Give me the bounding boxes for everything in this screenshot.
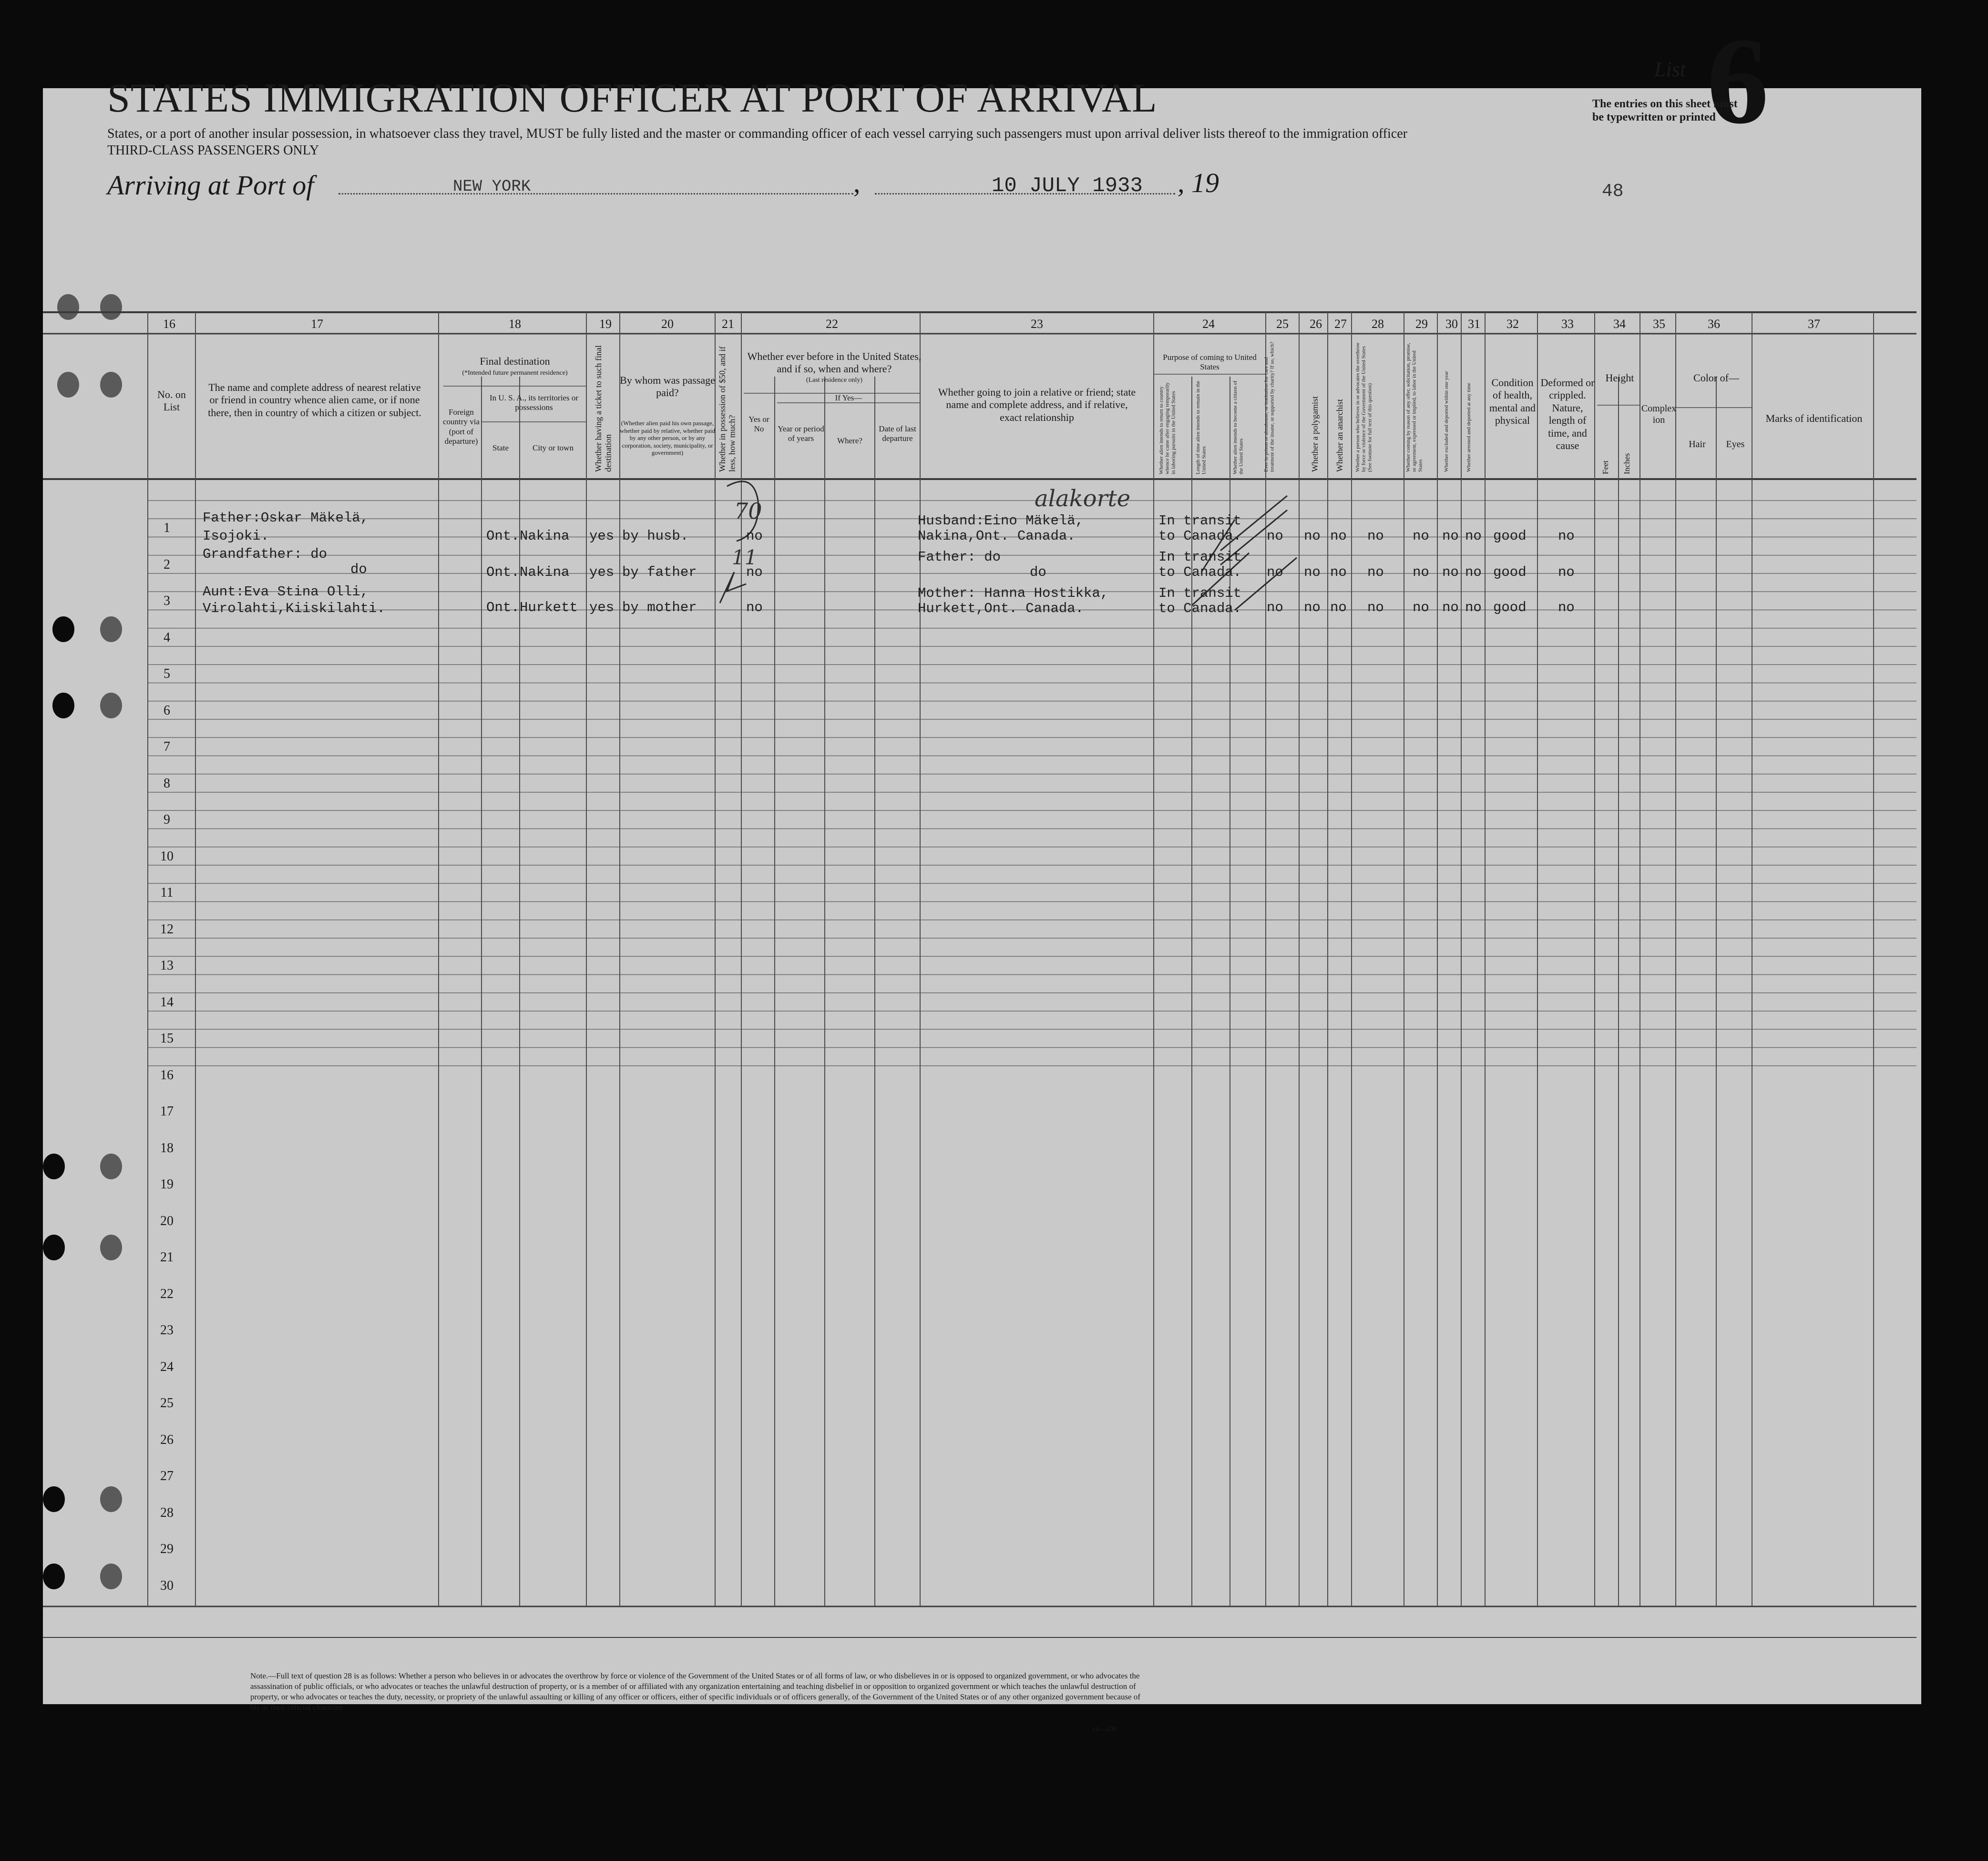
column-number: 28 — [1372, 317, 1384, 331]
entry-3-c26: no — [1304, 600, 1321, 615]
entry-1-state: Ont. — [486, 528, 520, 544]
entry-2-c28: no — [1367, 564, 1384, 580]
entry-2-join-address: do — [1030, 564, 1046, 580]
entry-2-purpose-dest: to Canada. — [1158, 564, 1242, 580]
entry-2-c26: no — [1304, 564, 1321, 580]
form-subtitle: States, or a port of another insular possession, in whatsoever class they travel, MUST be fully listed and the master or commanding officer of each vessel carrying such passengers must upon arrival deliver lists thereof to the immigration officer — [107, 126, 1407, 141]
page-number: 48 — [1602, 181, 1624, 202]
entry-1-purpose-dest: to Canada. — [1158, 528, 1242, 544]
entry-3-been-before: no — [746, 600, 763, 615]
header-feet: Feet — [1601, 460, 1610, 474]
entry-1-join-address: Nakina,Ont. Canada. — [918, 528, 1076, 544]
header-in-usa: In U. S. A., its territories or possessions — [489, 393, 579, 412]
list-label: List — [1654, 58, 1686, 81]
row-number: 18 — [160, 1140, 174, 1155]
header-where: Where? — [837, 436, 862, 445]
header-health: Condition of health, mental and physical — [1489, 377, 1536, 427]
row-number: 29 — [160, 1542, 174, 1556]
header-purpose-length: Length of time alien intends to remain in the United States — [1195, 380, 1207, 474]
entry-1-join: Husband:Eino Mäkelä, — [918, 513, 1084, 529]
header-polygamist: Whether a polygamist — [1310, 396, 1320, 472]
column-number: 17 — [311, 317, 323, 331]
entry-1-c31: no — [1465, 528, 1482, 544]
entry-1-deformed: no — [1558, 528, 1575, 544]
entry-3-health: good — [1493, 600, 1527, 615]
entry-1-c28: no — [1367, 528, 1384, 544]
entry-1-relative: Father:Oskar Mäkelä, — [203, 510, 369, 526]
entry-2-state: Ont. — [486, 564, 520, 580]
entry-3-c30: no — [1442, 600, 1459, 615]
row-number: 10 — [160, 849, 174, 864]
entry-3-ticket: yes — [589, 600, 615, 615]
entry-2-purpose: In transit — [1158, 549, 1242, 565]
row-number: 5 — [164, 666, 170, 681]
entry-3-city: Hurkett — [520, 600, 578, 615]
row-number: 17 — [160, 1104, 174, 1119]
handwritten-money-1: 70 — [734, 498, 762, 524]
entry-2-been-before: no — [746, 564, 763, 580]
entry-2-join: Father: do — [918, 549, 1001, 565]
header-deformed: Deformed or crippled. Nature, length of time, and cause — [1540, 377, 1595, 451]
entry-3-c25: no — [1267, 600, 1283, 615]
header-last-departure: Date of last departure — [879, 424, 916, 443]
column-number: 29 — [1415, 317, 1428, 331]
entry-3-join: Mother: Hanna Hostikka, — [918, 585, 1109, 601]
comma-separator: , — [853, 167, 861, 198]
row-number: 22 — [160, 1286, 174, 1301]
entry-1-paid-by: by husb. — [622, 528, 689, 544]
arrival-date: 10 JULY 1933 — [992, 174, 1143, 198]
header-ever-before-note: (Last residence only) — [806, 377, 863, 384]
column-number: 18 — [509, 317, 521, 331]
row-number: 23 — [160, 1323, 174, 1338]
header-yes-no: Yes or No — [748, 415, 769, 434]
column-number: 20 — [661, 317, 674, 331]
row-number: 26 — [160, 1432, 174, 1447]
header-no-on-list: No. on List — [157, 389, 186, 413]
column-number: 33 — [1561, 317, 1574, 331]
entry-2-deformed: no — [1558, 564, 1575, 580]
header-final-destination: Final destination — [480, 355, 550, 367]
port-value: NEW YORK — [453, 178, 531, 196]
column-number: 37 — [1808, 317, 1820, 331]
header-inches: Inches — [1622, 453, 1631, 474]
row-number: 8 — [164, 776, 170, 791]
row-number: 2 — [164, 557, 170, 572]
header-prison: Ever in prison or almshouse, or institution for care and treatment of the insane, or supported by charity? If so, which? — [1263, 341, 1275, 472]
column-number: 19 — [599, 317, 612, 331]
row-number: 1 — [164, 521, 170, 535]
header-city: City or town — [533, 443, 574, 452]
handwritten-name: alakorte — [1035, 485, 1131, 512]
column-number: 30 — [1445, 317, 1458, 331]
entry-3-deformed: no — [1558, 600, 1575, 615]
column-number: 31 — [1468, 317, 1480, 331]
row-number: 7 — [164, 739, 170, 754]
entry-3-join-address: Hurkett,Ont. Canada. — [918, 601, 1084, 616]
row-number: 24 — [160, 1359, 174, 1374]
entry-1-purpose: In transit — [1158, 513, 1242, 529]
entry-3-purpose: In transit — [1158, 585, 1242, 601]
entry-2-c25: no — [1267, 564, 1283, 580]
header-arrested: Whether arrested and deported at any time — [1466, 383, 1472, 472]
entry-1-c30: no — [1442, 528, 1459, 544]
header-labor-offer: Whether coming by reason of any offer, solicitation, promise, or agreement, expressed or implied, to labor in the United States — [1405, 343, 1424, 472]
column-number: 36 — [1708, 317, 1720, 331]
header-fifty-dollars: Whether in possession of $50, and if less, how much? — [717, 346, 737, 472]
header-purpose: Purpose of coming to United States — [1163, 353, 1257, 372]
year-prefix: , 19 — [1178, 167, 1219, 198]
entry-2-c31: no — [1465, 564, 1482, 580]
entry-3-c27: no — [1330, 600, 1347, 615]
header-years: Year or period of years — [778, 424, 824, 443]
entry-1-health: good — [1493, 528, 1527, 544]
column-number: 21 — [722, 317, 734, 331]
header-passage-paid-note: (Whether alien paid his own passage, whether paid by relative, whether paid by any other person, or by any corporation, society, municipality, or government) — [620, 419, 715, 457]
entry-3-c28: no — [1367, 600, 1384, 615]
header-marks: Marks of identification — [1765, 412, 1863, 424]
header-nearest-relative: The name and complete address of nearest relative or friend in country whence alien came, or if none there, then in country of which a citizen or subject. — [208, 381, 421, 419]
entry-2-paid-by: by father — [622, 564, 697, 580]
row-number: 15 — [160, 1031, 174, 1046]
entry-3-c31: no — [1465, 600, 1482, 615]
row-number: 25 — [160, 1396, 174, 1411]
entry-1-c29: no — [1413, 528, 1429, 544]
entry-1-c27: no — [1330, 528, 1347, 544]
entry-3-relative: Aunt:Eva Stina Olli, — [203, 584, 369, 600]
entry-2-ticket: yes — [589, 564, 615, 580]
header-state: State — [492, 443, 509, 452]
form-class-note: THIRD-CLASS PASSENGERS ONLY — [107, 143, 319, 158]
entry-3-paid-by: by mother — [622, 600, 697, 615]
header-purpose-citizen: Whether alien intends to become a citizen of the United States — [1232, 380, 1244, 474]
row-number: 27 — [160, 1469, 174, 1483]
row-number: 3 — [164, 593, 170, 608]
column-number: 24 — [1202, 317, 1215, 331]
entry-2-city: Nakina — [520, 564, 570, 580]
entry-1-city: Nakina — [520, 528, 570, 544]
column-number: 25 — [1276, 317, 1289, 331]
column-number: 23 — [1031, 317, 1043, 331]
entry-3-state: Ont. — [486, 600, 520, 615]
header-passage-paid: By whom was passage paid? — [620, 374, 715, 399]
row-number: 28 — [160, 1505, 174, 1520]
row-number: 16 — [160, 1067, 174, 1083]
header-foreign-country: Foreign country via (port of departure) — [443, 408, 480, 446]
row-number: 19 — [160, 1177, 174, 1192]
entry-1-c26: no — [1304, 528, 1321, 544]
column-number: 35 — [1653, 317, 1665, 331]
header-overthrow: Whether a person who believes in or advocates the overthrow by force or violence of the Government of the United States (See footnote for full text of this question) — [1355, 342, 1373, 472]
header-if-yes: If Yes— — [835, 393, 862, 402]
row-number: 13 — [160, 958, 174, 973]
entry-3-purpose-dest: to Canada. — [1158, 601, 1242, 616]
entry-3-c29: no — [1413, 600, 1429, 615]
header-excluded: Whether excluded and deported within one year — [1444, 371, 1449, 472]
header-complexion: Complexion — [1641, 403, 1677, 425]
entries-note-line1: The entries on this sheet must — [1592, 98, 1738, 110]
footnote: Note.—Full text of question 28 is as follows: Whether a person who believes in or advocates the overthrow by force or violence of the Government of the United States or of all forms of law, or who disbelieves in or is opposed to organized government, or who advocates the assassination of public officials, or who advocates or teaches the unlawful destruction of property, or is a member of or affiliated with any organization entertaining and teaching disbelief in or opposition to organized government or which teaches the unlawful destruction of property, or who advocates or teaches the duty, necessity, or propriety of the unlawful assaulting or killing of any officer or officers, either of specific individuals or of officers generally, of the Government of the United States or of any other organized government because of his or their official character. — [250, 1671, 1141, 1712]
column-number: 32 — [1506, 317, 1519, 331]
entry-2-relative-address: do — [350, 562, 367, 577]
entry-2-c29: no — [1413, 564, 1429, 580]
header-purpose-return: Whether alien intends to return to country whence he came after engaging temporarily in laboring pursuits in the United States — [1158, 382, 1177, 474]
column-number: 22 — [826, 317, 838, 331]
entry-2-c27: no — [1330, 564, 1347, 580]
row-number: 14 — [160, 994, 174, 1010]
entry-2-relative: Grandfather: do — [203, 546, 328, 562]
entry-3-relative-address: Virolahti,Kiiskilahti. — [203, 601, 385, 616]
row-number: 4 — [164, 630, 170, 645]
header-anarchist: Whether an anarchist — [1335, 399, 1344, 472]
column-number: 26 — [1310, 317, 1322, 331]
arriving-label: Arriving at Port of — [107, 170, 314, 201]
header-height: Height — [1605, 372, 1634, 384]
row-number: 21 — [160, 1250, 174, 1265]
header-join-relative: Whether going to join a relative or friend; state name and complete address, and if relative, exact relationship — [938, 386, 1136, 423]
row-number: 9 — [164, 812, 170, 827]
entry-1-ticket: yes — [589, 528, 615, 544]
row-number: 6 — [164, 703, 170, 718]
entry-2-health: good — [1493, 564, 1527, 580]
entries-note-line2: be typewritten or printed — [1592, 111, 1716, 123]
entry-2-c30: no — [1442, 564, 1459, 580]
list-number: 6 — [1707, 12, 1769, 150]
entry-1-c25: no — [1267, 528, 1283, 544]
header-eyes: Eyes — [1726, 439, 1745, 450]
entry-1-been-before: no — [746, 528, 763, 544]
row-number: 30 — [160, 1578, 174, 1593]
column-number: 34 — [1613, 317, 1626, 331]
column-number: 16 — [163, 317, 175, 331]
column-number: 27 — [1334, 317, 1347, 331]
header-ticket: Whether having a ticket to such final destination — [594, 345, 613, 472]
row-number: 12 — [160, 921, 174, 937]
row-number: 11 — [160, 885, 174, 900]
form-title: STATES IMMIGRATION OFFICER AT PORT OF ARRIVAL — [107, 75, 1158, 121]
entry-1-relative-address: Isojoki. — [203, 528, 269, 544]
form-code: 14—430 — [1092, 1726, 1117, 1733]
header-hair: Hair — [1689, 439, 1706, 450]
header-ever-before: Whether ever before in the United States, and if so, when and where? — [747, 350, 922, 375]
header-color: Color of— — [1693, 372, 1739, 384]
handwritten-money-2: 11 — [732, 546, 758, 569]
header-final-destination-note: (*Intended future permanent residence) — [462, 369, 568, 377]
row-number: 20 — [160, 1213, 174, 1228]
